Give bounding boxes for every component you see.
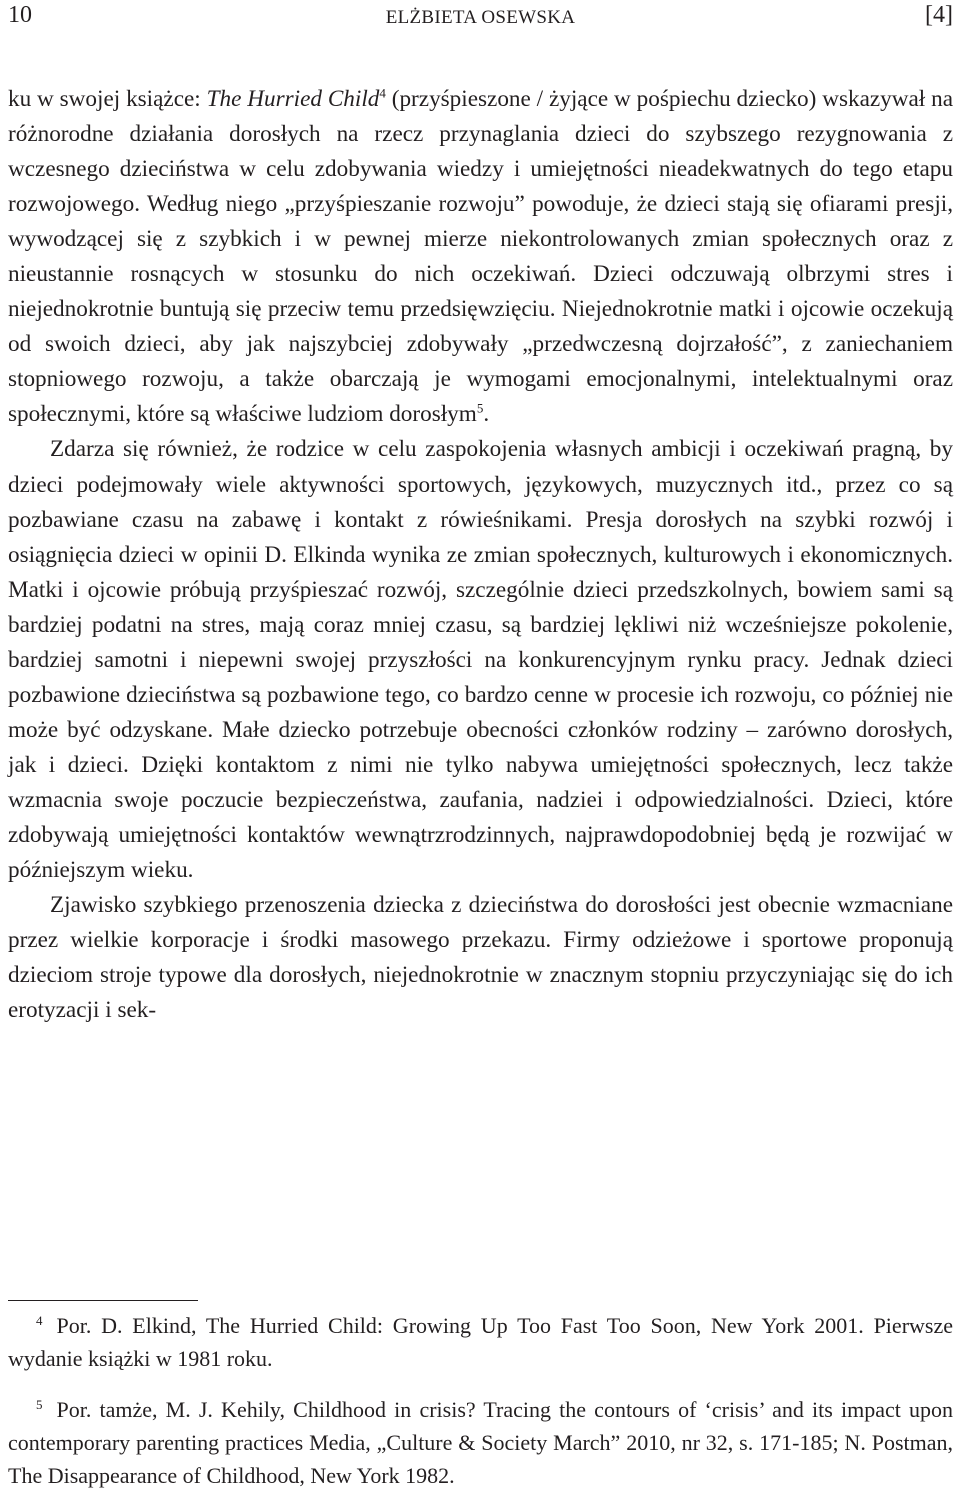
paragraph-1 <box>8 82 953 432</box>
book-title: The Hurried Child <box>206 86 380 112</box>
paragraph-1-period: . <box>483 401 490 428</box>
paragraph-1-start: ku w swojej książce: <box>8 86 207 112</box>
footnote-5-text: Por. tamże, M. J. Kehily, Childhood in crisis? Tracing the contours of ‘crisis’ and its impact upon contemporary parenting practices Media, „Culture & Society March” 2010, nr 32, s. 171-185; N. Postman, The Disappearance of Childhood, New York 1982. <box>8 1397 953 1488</box>
footnote-separator <box>8 1300 198 1301</box>
body-text <box>8 82 953 1028</box>
running-head <box>8 2 953 32</box>
running-head-author: ELŻBIETA OSEWSKA <box>385 7 576 28</box>
footnote-mark-5: 5 <box>36 1396 43 1412</box>
footnote-5 <box>8 1393 953 1492</box>
paragraph-1-end <box>389 401 489 427</box>
document-page <box>8 0 953 1488</box>
footnote-4-text: Por. D. Elkind, The Hurried Child: Growing Up Too Fast Too Soon, New York 2001. Pierwsze wydanie książki w 1981 roku. <box>8 1313 953 1371</box>
paragraph-3: Zjawisko szybkiego przenoszenia dziecka z dzieciństwa do dorosłości jest obecnie wzmacniane przez wielkie korporacje i środki masowego przekazu. Firmy odzieżowe i sportowe proponują dzieciom stroje typowe dla dorosłych, niejednokrotnie w znacznym stopniu przyczyniając się do ich erotyzacji i sek- <box>8 892 953 1024</box>
paragraph-1-body: (przyśpieszone / żyjące w pośpiechu dziecko) wskazywał na różnorodne działania dorosłych na rzecz przynaglania dzieci do szybszego rezygnowania z wczesnego dzieciństwa w celu zdobywania wiedzy i umiejętności nieadekwatnych do tego etapu rozwojowego. Według niego „przyśpieszanie rozwoju” powoduje, że dzieci stają się ofiarami presji, wywodzącej się z szybkich i w pewnej mierze niekontrolowanych zmian społecznych oraz z nieustannie rosnących w stosunku do nich oczekiwań. Dzieci odczuwają olbrzymi stres i niejednokrotnie buntują się przeciw temu przedsięwzięciu. Niejednokrotnie matki i ojcowie oczekują od swoich dzieci, aby jak najszybciej zdobywały „przedwczesną dojrzałość”, z zaniechaniem stopniowego rozwoju, a także obarczają je wymogami emocjonalnymi, intelektualnymi oraz społecznymi, które są właściwe ludziom <box>8 86 953 428</box>
footnote-ref-4: 4 <box>379 85 386 101</box>
footnote-4 <box>8 1309 953 1375</box>
footnotes <box>8 1309 953 1492</box>
paragraph-2: Zdarza się również, że rodzice w celu zaspokojenia własnych ambicji i oczekiwań pragną, by dzieci podejmowały wiele aktywności sportowych, językowych, muzycznych itd., przez co są pozbawiane czasu na zabawę i kontakt z rówieśnikami. Presja dorosłych na szybki rozwój i osiągnięcia dzieci w opinii D. Elkinda wynika ze zmian społecznych, kulturowych i ekonomicznych. Matki i ojcowie próbują przyśpieszać rozwój, szczególnie dzieci przedszkolnych, bowiem sami są bardziej podatni na stres, mają coraz mniej czasu, są bardziej lękliwi niż wcześniejsze pokolenie, bardziej samotni i niepewni swojej przyszłości na konkurencyjnym rynku pracy. Jednak dzieci pozbawione dzieciństwa są pozbawione tego, co bardzo cenne w procesie ich rozwoju, co później nie może być odzyskane. Małe dziecko potrzebuje obecności członków rodziny – zarówno dorosłych, jak i dzieci. Dzięki kontaktom z nimi nie tylko nabywa umiejętności społecznych, lecz także wzmacnia swoje poczucie bezpieczeństwa, zaufania, nadziei i odpowiedzialności. Dzieci, które zdobywają umiejętności kontaktów wewnątrzrodzinnych, najprawdopodobniej będą je rozwijać w późniejszym wieku. <box>8 436 953 884</box>
page-number: 10 <box>8 2 32 28</box>
footnote-ref-5: 5 <box>476 400 484 416</box>
section-number: [4] <box>925 2 953 28</box>
paragraph-1-last-word: dorosłym <box>389 401 477 428</box>
footnote-mark-4: 4 <box>36 1312 43 1328</box>
